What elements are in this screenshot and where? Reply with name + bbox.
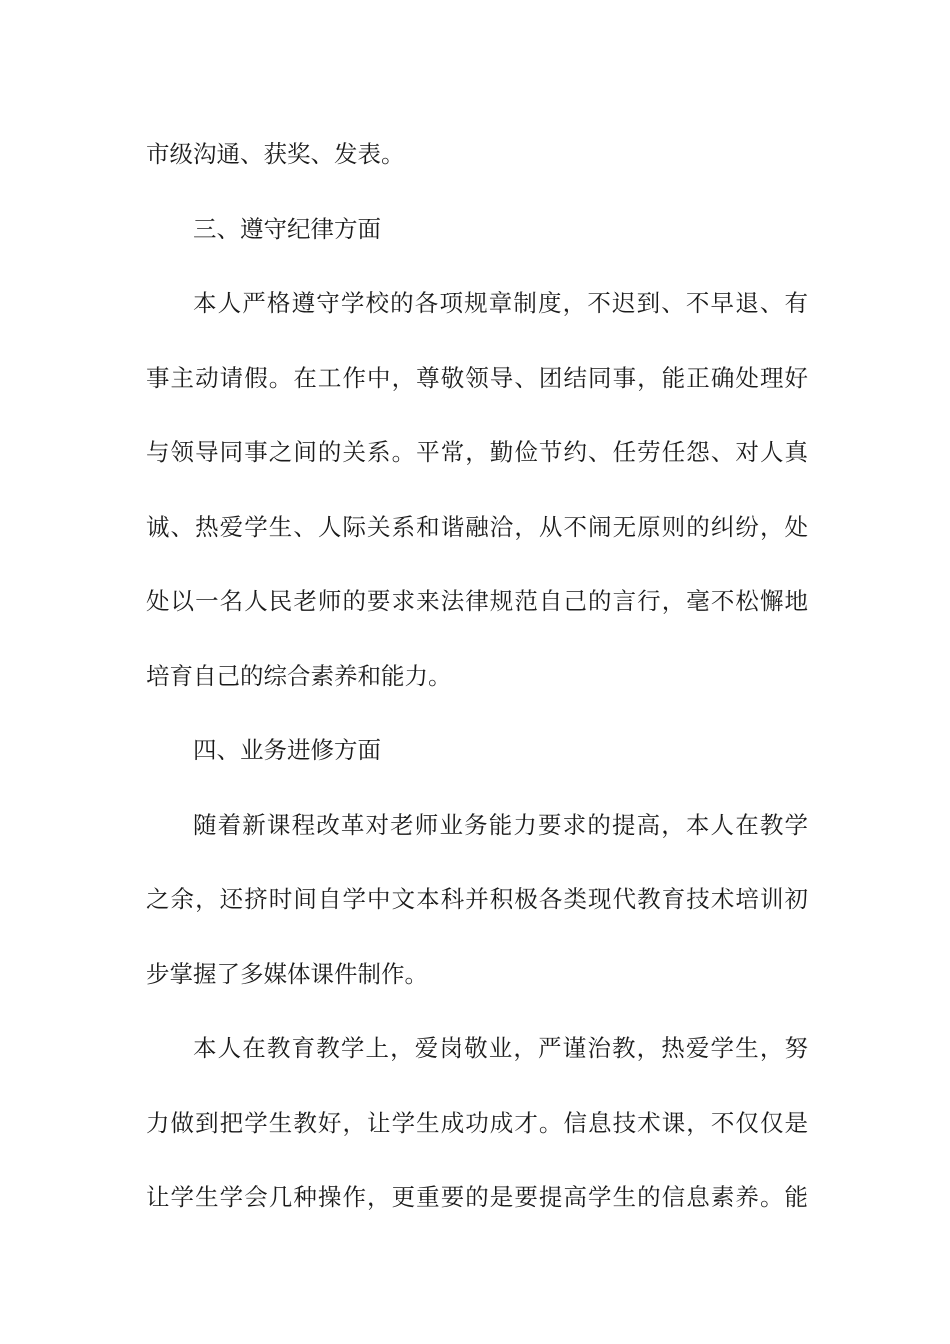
text-line: 本人在教育教学上，爱岗敬业，严谨治教，热爱学生，努 (193, 1034, 808, 1062)
text-line: 处以一名人民老师的要求来法律规范自己的言行，毫不松懈地 (146, 587, 808, 615)
text-line: 诚、热爱学生、人际关系和谐融洽，从不闹无原则的纠纷，处 (146, 512, 808, 541)
text-line: 本人严格遵守学校的各项规章制度，不迟到、不早退、有 (193, 289, 808, 317)
text-line: 步掌握了多媒体课件制作。 (146, 959, 428, 988)
text-line: 市级沟通、获奖、发表。 (146, 140, 405, 168)
text-line: 事主动请假。在工作中，尊敬领导、团结同事，能正确处理好 (146, 363, 808, 392)
text-line: 与领导同事之间的关系。平常，勤俭节约、任劳任怨、对人真 (146, 438, 808, 466)
text-line: 之余，还挤时间自学中文本科并积极各类现代教育技术培训初 (146, 885, 808, 913)
section-heading: 四、业务进修方面 (193, 736, 381, 764)
document-body (146, 132, 808, 1250)
text-line: 让学生学会几种操作，更重要的是要提高学生的信息素养。能 (146, 1183, 808, 1211)
section-heading: 三、遵守纪律方面 (193, 214, 381, 243)
text-line: 力做到把学生教好，让学生成功成才。信息技术课，不仅仅是 (146, 1108, 808, 1137)
text-line: 随着新课程改革对老师业务能力要求的提高，本人在教学 (193, 810, 808, 839)
text-line: 培育自己的综合素养和能力。 (146, 661, 452, 690)
